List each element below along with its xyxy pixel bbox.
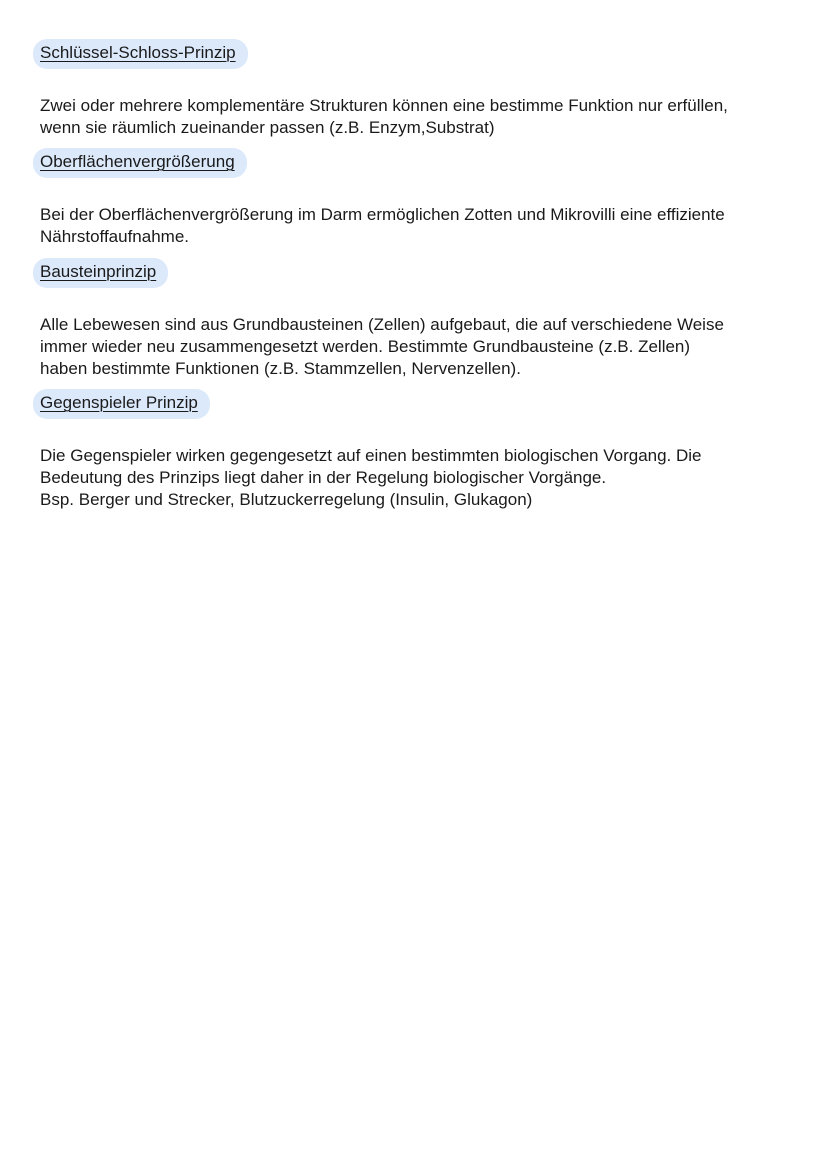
section-body [33, 445, 813, 511]
section-bausteinprinzip [33, 258, 813, 380]
body-line: Alle Lebewesen sind aus Grundbausteinen (Zellen) aufgebaut, die auf verschiedene Weise [40, 315, 724, 334]
section-heading: Gegenspieler Prinzip [33, 389, 210, 419]
section-heading: Schlüssel-Schloss-Prinzip [33, 39, 248, 69]
section-gegenspieler-prinzip [33, 389, 813, 511]
body-line: Zwei oder mehrere komplementäre Strukturen können eine bestimme Funktion nur erfüllen, [40, 96, 728, 115]
section-heading: Oberflächenvergrößerung [33, 148, 247, 178]
body-line: Bsp. Berger und Strecker, Blutzuckerregelung (Insulin, Glukagon) [40, 490, 533, 509]
section-schluessel-schloss [33, 39, 813, 139]
body-line: Nährstoffaufnahme. [40, 227, 189, 246]
section-oberflaechenvergroesserung [33, 148, 813, 248]
body-line: haben bestimmte Funktionen (z.B. Stammzellen, Nervenzellen). [40, 359, 521, 378]
body-line: Bedeutung des Prinzips liegt daher in der Regelung biologischer Vorgänge. [40, 468, 607, 487]
section-body [33, 95, 813, 139]
section-heading: Bausteinprinzip [33, 258, 168, 288]
body-line: wenn sie räumlich zueinander passen (z.B. Enzym,Substrat) [40, 118, 495, 137]
body-line: Die Gegenspieler wirken gegengesetzt auf einen bestimmten biologischen Vorgang. Die [40, 446, 702, 465]
body-line: immer wieder neu zusammengesetzt werden. Bestimmte Grundbausteine (z.B. Zellen) [40, 337, 691, 356]
section-body [33, 204, 813, 248]
section-body [33, 314, 813, 380]
body-line: Bei der Oberflächenvergrößerung im Darm ermöglichen Zotten und Mikrovilli eine effiziente [40, 205, 725, 224]
